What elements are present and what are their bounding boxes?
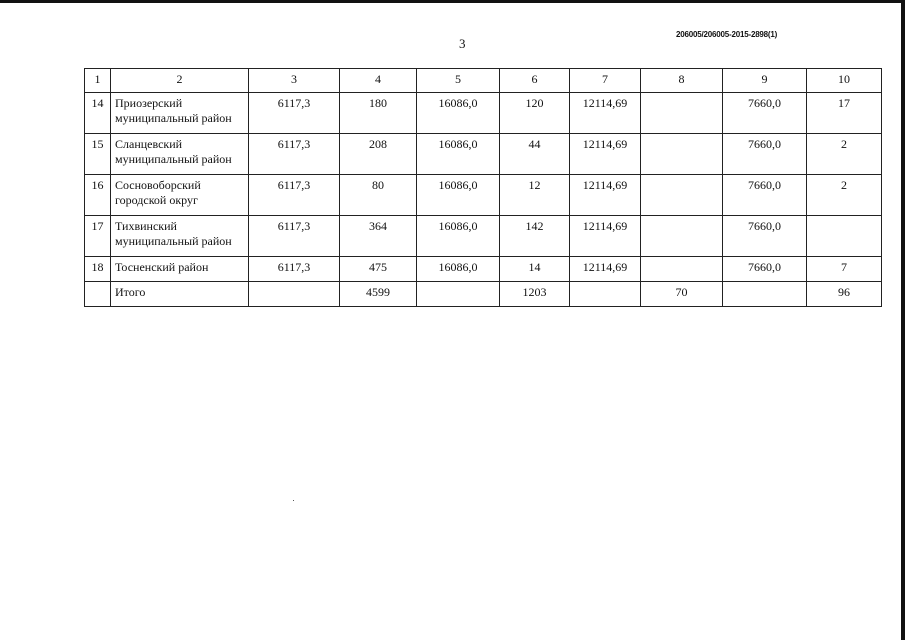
table-cell <box>641 175 723 216</box>
table-cell <box>570 282 641 307</box>
row-number-cell: 18 <box>85 257 111 282</box>
total-cell: 70 <box>641 282 723 307</box>
total-cell: 1203 <box>500 282 570 307</box>
table-cell: 12114,69 <box>570 134 641 175</box>
totals-row <box>85 282 882 307</box>
table-cell: 7660,0 <box>723 134 807 175</box>
district-name-cell: Приозерский муниципальный район <box>111 93 249 134</box>
district-name-cell: Сланцевский муниципальный район <box>111 134 249 175</box>
table-cell: 16086,0 <box>417 93 500 134</box>
header-cell: 7 <box>570 69 641 93</box>
table-cell <box>641 257 723 282</box>
table-cell <box>417 282 500 307</box>
table-cell <box>249 282 340 307</box>
data-table <box>84 68 882 307</box>
table-cell: 2 <box>807 175 882 216</box>
table-cell: 6117,3 <box>249 257 340 282</box>
table-cell: 142 <box>500 216 570 257</box>
table-cell: 44 <box>500 134 570 175</box>
table-header-row <box>85 69 882 93</box>
table-cell: 80 <box>340 175 417 216</box>
table-cell <box>723 282 807 307</box>
page-border-right <box>901 0 905 640</box>
row-number-cell: 16 <box>85 175 111 216</box>
table-row <box>85 175 882 216</box>
totals-label-cell: Итого <box>111 282 249 307</box>
table-cell: 120 <box>500 93 570 134</box>
header-cell: 5 <box>417 69 500 93</box>
table-cell: 12 <box>500 175 570 216</box>
table-row <box>85 93 882 134</box>
header-cell: 4 <box>340 69 417 93</box>
table-cell: 2 <box>807 134 882 175</box>
table-cell: 12114,69 <box>570 93 641 134</box>
table-cell: 208 <box>340 134 417 175</box>
table-cell: 16086,0 <box>417 216 500 257</box>
table-cell: 7660,0 <box>723 216 807 257</box>
table-cell <box>641 216 723 257</box>
scan-speck <box>293 500 294 501</box>
header-cell: 8 <box>641 69 723 93</box>
table-cell <box>641 134 723 175</box>
table-cell: 14 <box>500 257 570 282</box>
row-number-cell: 15 <box>85 134 111 175</box>
row-number-cell <box>85 282 111 307</box>
table-cell: 12114,69 <box>570 216 641 257</box>
page-border-top <box>0 0 905 3</box>
page-number: 3 <box>459 36 466 51</box>
table-cell: 6117,3 <box>249 216 340 257</box>
row-number-cell: 17 <box>85 216 111 257</box>
district-name-cell: Тихвинский муниципальный район <box>111 216 249 257</box>
table-row <box>85 134 882 175</box>
table-cell: 7660,0 <box>723 93 807 134</box>
total-cell: 96 <box>807 282 882 307</box>
header-cell: 2 <box>111 69 249 93</box>
table-cell <box>641 93 723 134</box>
district-name-cell: Сосновоборский городской округ <box>111 175 249 216</box>
header-cell: 10 <box>807 69 882 93</box>
table-row <box>85 216 882 257</box>
document-id: 206005/206005-2015-2898(1) <box>676 30 778 39</box>
table-cell: 364 <box>340 216 417 257</box>
table-cell: 475 <box>340 257 417 282</box>
header-cell: 6 <box>500 69 570 93</box>
total-cell: 4599 <box>340 282 417 307</box>
table-cell: 12114,69 <box>570 175 641 216</box>
header-cell: 9 <box>723 69 807 93</box>
header-cell: 3 <box>249 69 340 93</box>
row-number-cell: 14 <box>85 93 111 134</box>
table-cell: 6117,3 <box>249 134 340 175</box>
table-cell: 17 <box>807 93 882 134</box>
table-cell: 6117,3 <box>249 175 340 216</box>
table-cell: 7660,0 <box>723 257 807 282</box>
table-cell: 16086,0 <box>417 175 500 216</box>
table-row <box>85 257 882 282</box>
table-cell: 7660,0 <box>723 175 807 216</box>
table-cell: 7 <box>807 257 882 282</box>
header-cell: 1 <box>85 69 111 93</box>
table-cell: 6117,3 <box>249 93 340 134</box>
table-cell <box>807 216 882 257</box>
table-cell: 16086,0 <box>417 257 500 282</box>
table-cell: 16086,0 <box>417 134 500 175</box>
district-name-cell: Тосненский район <box>111 257 249 282</box>
table-cell: 180 <box>340 93 417 134</box>
table-cell: 12114,69 <box>570 257 641 282</box>
